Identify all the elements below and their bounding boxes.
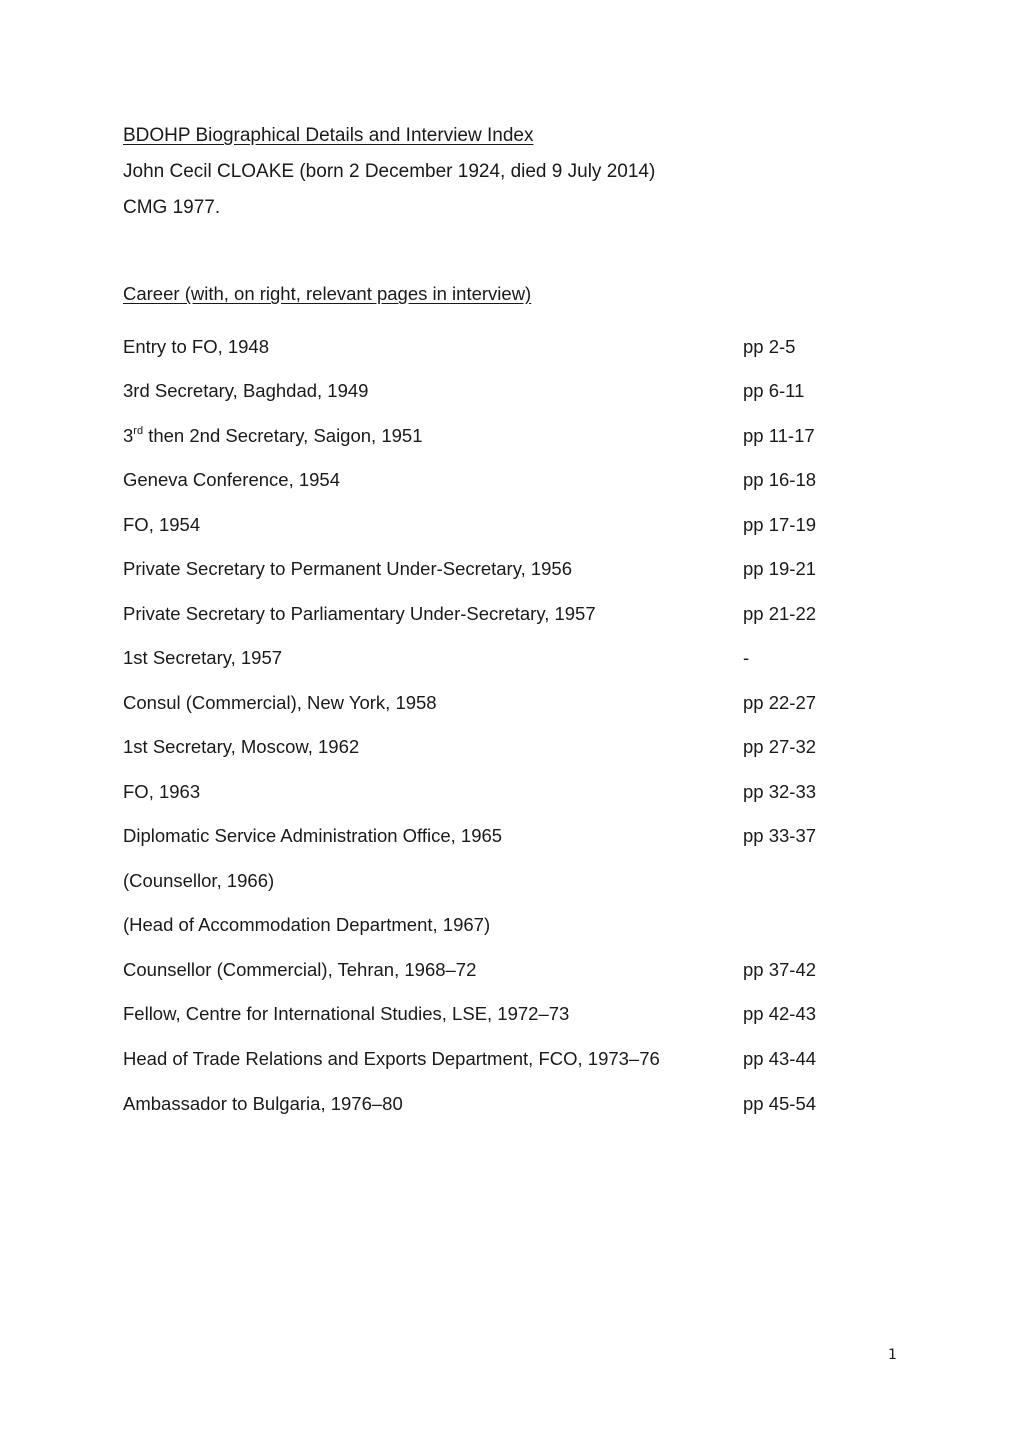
career-role: Consul (Commercial), New York, 1958 — [123, 692, 437, 713]
career-role: Counsellor (Commercial), Tehran, 1968–72 — [123, 959, 477, 980]
career-pages: pp 17-19 — [743, 514, 817, 535]
career-role: Ambassador to Bulgaria, 1976–80 — [123, 1093, 403, 1114]
career-row — [123, 691, 843, 715]
career-pages: pp 42-43 — [743, 1003, 817, 1024]
career-role: FO, 1954 — [123, 514, 201, 535]
career-role: 1st Secretary, 1957 — [123, 647, 283, 668]
career-role: Private Secretary to Permanent Under-Secretary, 1956 — [123, 558, 573, 579]
honours-line: CMG 1977. — [123, 197, 221, 218]
career-role: 1st Secretary, Moscow, 1962 — [123, 736, 360, 757]
career-row — [123, 1092, 843, 1116]
career-row — [123, 1002, 843, 1026]
career-role: Diplomatic Service Administration Office, 1965 — [123, 825, 503, 846]
career-role: Geneva Conference, 1954 — [123, 469, 341, 490]
career-row — [123, 913, 843, 937]
career-role: Entry to FO, 1948 — [123, 336, 270, 357]
career-row — [123, 335, 843, 359]
career-pages: pp 2-5 — [743, 336, 796, 357]
career-pages: pp 32-33 — [743, 781, 817, 802]
career-pages: pp 37-42 — [743, 959, 817, 980]
career-pages: - — [743, 647, 750, 668]
career-role: Private Secretary to Parliamentary Under-Secretary, 1957 — [123, 603, 596, 624]
career-row — [123, 780, 843, 804]
career-row — [123, 424, 843, 448]
document-title: BDOHP Biographical Details and Interview Index — [123, 125, 534, 146]
career-pages: pp 16-18 — [743, 469, 817, 490]
page-number: 1 — [888, 1347, 897, 1363]
career-role: FO, 1963 — [123, 781, 201, 802]
career-pages: pp 21-22 — [743, 603, 817, 624]
career-row — [123, 824, 843, 848]
career-pages: pp 45-54 — [743, 1093, 817, 1114]
career-role — [123, 424, 422, 448]
career-row — [123, 735, 843, 759]
career-row — [123, 646, 843, 670]
subject-name-line: John Cecil CLOAKE (born 2 December 1924, died 9 July 2014) — [123, 161, 656, 182]
career-row — [123, 958, 843, 982]
career-role: Fellow, Centre for International Studies, LSE, 1972–73 — [123, 1003, 570, 1024]
career-pages: pp 22-27 — [743, 692, 817, 713]
career-role-text: then 2nd Secretary, Saigon, 1951 — [143, 425, 423, 446]
career-row — [123, 869, 843, 893]
career-role: 3rd Secretary, Baghdad, 1949 — [123, 380, 369, 401]
career-row — [123, 379, 843, 403]
career-pages: pp 43-44 — [743, 1048, 817, 1069]
career-role-superscript: rd — [133, 425, 144, 437]
career-row — [123, 1047, 843, 1071]
career-row — [123, 557, 843, 581]
career-pages: pp 27-32 — [743, 736, 817, 757]
career-role: Head of Trade Relations and Exports Department, FCO, 1973–76 — [123, 1048, 660, 1069]
career-role: (Head of Accommodation Department, 1967) — [123, 914, 491, 935]
career-pages: pp 6-11 — [743, 380, 805, 401]
career-pages: pp 33-37 — [743, 825, 817, 846]
career-row — [123, 468, 843, 492]
career-role-prefix: 3 — [123, 425, 134, 446]
career-row — [123, 513, 843, 537]
career-role: (Counsellor, 1966) — [123, 870, 275, 891]
career-heading: Career (with, on right, relevant pages in interview) — [123, 283, 532, 304]
career-row — [123, 602, 843, 626]
career-pages: pp 11-17 — [743, 425, 815, 446]
career-pages: pp 19-21 — [743, 558, 817, 579]
